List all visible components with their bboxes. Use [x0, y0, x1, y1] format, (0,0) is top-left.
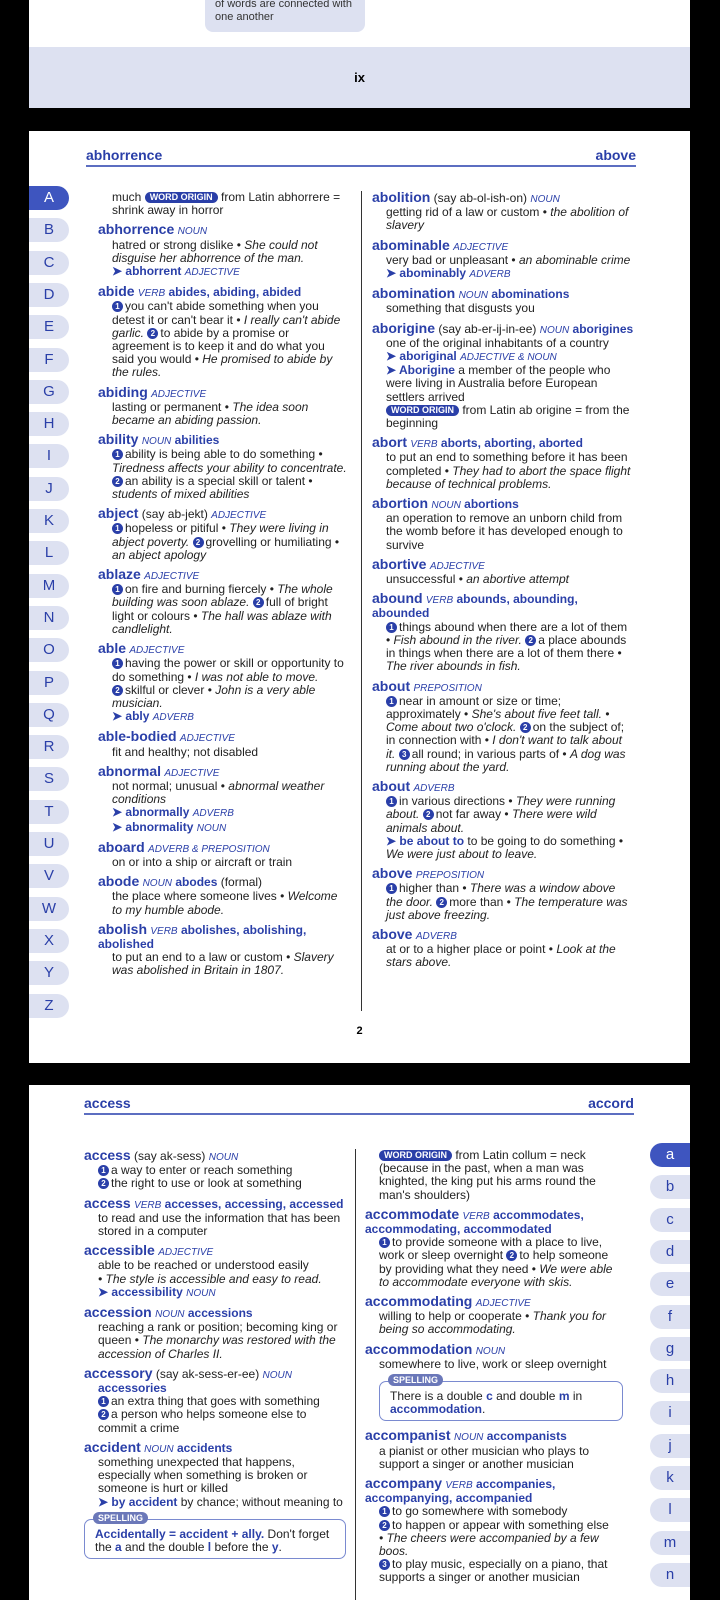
- letter-tab-e[interactable]: e: [650, 1272, 690, 1296]
- letter-tab-m[interactable]: m: [650, 1531, 690, 1555]
- entry-abide: abide VERB abides, abiding, abided 1 you can't abide something when you detest it or can't bear it • I really can't abide garlic. 2 to abide by a promise or agreement is to keep it and do what you said you would • He promised to abide by the rules.: [98, 283, 341, 380]
- sense-number: 1: [112, 301, 123, 312]
- letter-tab-i[interactable]: i: [650, 1401, 690, 1425]
- page-number: 2: [356, 1025, 363, 1037]
- spelling-tag: SPELLING: [388, 1374, 443, 1386]
- left-column: [98, 191, 348, 984]
- entry-continuation: much WORD ORIGIN from Latin abhorrere = shrink away in horror: [112, 190, 341, 218]
- page-label: ix: [354, 70, 365, 85]
- entry-accessible: accessible ADJECTIVE able to be reached or understood easily • The style is accessible and easy to read. ➤ accessibility NOUN: [84, 1242, 322, 1299]
- entry-ability: ability NOUN abilities 1 ability is being able to do something • Tiredness affects your ability to concentrate. 2 an ability is a special skill or talent • students of mixed abilities: [98, 431, 347, 502]
- letter-tab-p[interactable]: P: [29, 671, 69, 695]
- entry-access-verb: access VERB accesses, accessing, accessed to read and use the information that has been stored in a computer: [84, 1194, 344, 1239]
- letter-tab-o[interactable]: O: [29, 638, 69, 662]
- column-divider: [355, 1149, 356, 1600]
- letter-tab-c[interactable]: c: [650, 1208, 690, 1232]
- word-origin-badge: WORD ORIGIN: [386, 405, 459, 416]
- entry-able: able ADJECTIVE 1 having the power or skill or opportunity to do something • I was not able to move. 2 skilful or clever • John is a very able musician. ➤ ably ADVERB: [98, 640, 344, 724]
- entry-ablaze: ablaze ADJECTIVE 1 on fire and burning fiercely • The whole building was soon ablaze. 2 full of bright light or colours • The hall was ablaze with candlelight.: [98, 566, 333, 636]
- letter-tab-k[interactable]: K: [29, 509, 69, 533]
- entry-above-adverb: above ADVERB at or to a higher place or point • Look at the stars above.: [372, 925, 616, 970]
- letter-tab-w[interactable]: W: [29, 897, 69, 921]
- header-right-word: accord: [588, 1095, 634, 1111]
- dictionary-page-access: [29, 1085, 690, 1600]
- letter-tab-z[interactable]: Z: [29, 994, 69, 1018]
- headword: abhorrence: [98, 221, 175, 238]
- entry-aboard: aboard ADVERB & PREPOSITION on or into a ship or aircraft or train: [98, 838, 293, 869]
- entry-able-bodied: able-bodied ADJECTIVE fit and healthy; not disabled: [98, 728, 259, 759]
- entry-accommodation: accommodation NOUN somewhere to live, work or sleep overnight: [365, 1340, 607, 1371]
- entry-abolition: abolition (say ab-ol-ish-on) NOUN getting rid of a law or custom • the abolition of slavery: [372, 189, 629, 233]
- entry-abject: abject (say ab-jekt) ADJECTIVE 1 hopeless or pitiful • They were living in abject poverty. 2 grovelling or humiliating • an abject apology: [98, 505, 340, 562]
- entry-abomination: abomination NOUN abominations something that disgusts you: [372, 285, 570, 316]
- entry-abhorrence: abhorrence NOUN hatred or strong dislike • She could not disguise her abhorrence of the man. ➤ abhorrent ADJECTIVE: [98, 221, 318, 279]
- entry-about-adverb: about ADVERB 1 in various directions • They were running about. 2 not far away • There were wild animals about. ➤ be about to to be going to do something • We were just about to leave.: [372, 777, 624, 861]
- letter-tab-j[interactable]: j: [650, 1434, 690, 1458]
- entry-accommodating: accommodating ADJECTIVE willing to help or cooperate • Thank you for being so accommodating.: [365, 1293, 606, 1337]
- letter-tab-f[interactable]: f: [650, 1305, 690, 1329]
- entry-abort: abort VERB aborts, aborting, aborted to put an end to something before it has been completed • They had to abort the space flight because of technical problems.: [372, 434, 631, 491]
- header-left-word: access: [84, 1095, 131, 1111]
- page-header: [86, 145, 636, 167]
- letter-tab-n[interactable]: N: [29, 606, 69, 630]
- letter-tab-a[interactable]: A: [29, 186, 69, 210]
- spelling-note: SPELLING There is a double c and double m in accommodation.: [379, 1381, 623, 1421]
- right-column: [372, 191, 634, 976]
- spelling-note: SPELLING Accidentally = accident + ally. Don't forget the a and the double l before the y.: [84, 1519, 346, 1559]
- entry-abound: abound VERB abounds, abounding, abounded 1 things abound when there are a lot of them • Fish abound in the river. 2 a place abounds in things when there are a lot of them there • The river abounds in fish.: [372, 590, 628, 674]
- letter-tab-k[interactable]: k: [650, 1466, 690, 1490]
- entry-accommodate: accommodate VERB accommodates, accommodating, accommodated 1 to provide someone with a place to live, work or sleep overnight 2 to help someone by providing what they need • We were able to accommodate everyone with skis.: [365, 1205, 613, 1289]
- word-origin-badge: WORD ORIGIN: [379, 1150, 452, 1161]
- letter-tab-g[interactable]: G: [29, 380, 69, 404]
- letter-tab-c[interactable]: C: [29, 251, 69, 275]
- entry-accessory: accessory (say ak-sess-er-ee) NOUN accessories 1 an extra thing that goes with something 2 a person who helps someone else to commit a crime: [84, 1364, 320, 1435]
- letter-tab-m[interactable]: M: [29, 574, 69, 598]
- letter-tab-n[interactable]: n: [650, 1563, 690, 1587]
- letter-tab-d[interactable]: D: [29, 283, 69, 307]
- letter-tab-e[interactable]: E: [29, 315, 69, 339]
- letter-tab-i[interactable]: I: [29, 444, 69, 468]
- entry-abode: abode NOUN abodes (formal) the place where someone lives • Welcome to my humble abode.: [98, 873, 338, 917]
- letter-tab-l[interactable]: l: [650, 1498, 690, 1522]
- letter-tab-f[interactable]: F: [29, 348, 69, 372]
- entry-above-preposition: above PREPOSITION 1 higher than • There was a window above the door. 2 more than • The temperature was just above freezing.: [372, 865, 628, 922]
- entry-accompanist: accompanist NOUN accompanists a pianist or other musician who plays to support a singer or another musician: [365, 1427, 590, 1471]
- previous-page: [29, 0, 690, 108]
- entry-accession: accession NOUN accessions reaching a rank or position; becoming king or queen • The monarchy was restored with the accession of Charles II.: [84, 1304, 338, 1361]
- entry-abiding: abiding ADJECTIVE lasting or permanent • The idea soon became an abiding passion.: [98, 383, 309, 428]
- right-column: [365, 1149, 623, 1591]
- letter-tab-v[interactable]: V: [29, 864, 69, 888]
- word-origin-badge: WORD ORIGIN: [145, 192, 218, 203]
- entry-about-preposition: about PREPOSITION 1 near in amount or size or time; approximately • She's about five feet tall. • Come about two o'clock. 2 on the subject of; in connection with • I don't want to talk about it. 3 all round; in various parts of • A dog was running about the yard.: [372, 677, 626, 774]
- entry-abortion: abortion NOUN abortions an operation to remove an unborn child from the womb before it has developed enough to survive: [372, 495, 623, 552]
- left-column: [84, 1149, 346, 1567]
- letter-tab-s[interactable]: S: [29, 767, 69, 791]
- letter-tab-j[interactable]: J: [29, 477, 69, 501]
- entry-abolish: abolish VERB abolishes, abolishing, abolished to put an end to a law or custom • Slavery was abolished in Britain in 1807.: [98, 920, 334, 978]
- letter-tab-b[interactable]: B: [29, 218, 69, 242]
- letter-tab-h[interactable]: h: [650, 1369, 690, 1393]
- column-divider: [361, 191, 362, 1011]
- letter-tab-l[interactable]: L: [29, 541, 69, 565]
- letter-tab-d[interactable]: d: [650, 1240, 690, 1264]
- letter-tab-r[interactable]: R: [29, 735, 69, 759]
- letter-tab-t[interactable]: T: [29, 800, 69, 824]
- letter-tab-a[interactable]: a: [650, 1143, 690, 1167]
- letter-tab-x[interactable]: X: [29, 929, 69, 953]
- entry-accident: accident NOUN accidents something unexpected that happens, especially when something is broken or someone is hurt or killed ➤ by accident by chance; without meaning to: [84, 1438, 343, 1509]
- entry-abominable: abominable ADJECTIVE very bad or unpleasant • an abominable crime ➤ abominably ADVERB: [372, 236, 631, 281]
- header-left-word: abhorrence: [86, 147, 163, 163]
- entry-access-noun: access (say ak-sess) NOUN 1 a way to enter or reach something 2 the right to use or look at something: [84, 1147, 302, 1191]
- entry-abortive: abortive ADJECTIVE unsuccessful • an abortive attempt: [372, 555, 569, 587]
- page-header: [84, 1093, 634, 1115]
- entry-aborigine: aborigine (say ab-er-ij-in-ee) NOUN aborigines one of the original inhabitants of a country ➤ aboriginal ADJECTIVE & NOUN ➤ Aborigine a member of the people who were living in Australia before European settlers arrived WORD ORIGIN from Latin ab origine = from the beginning: [372, 319, 634, 431]
- header-right-word: above: [595, 147, 636, 163]
- letter-tab-u[interactable]: U: [29, 832, 69, 856]
- letter-tab-q[interactable]: Q: [29, 703, 69, 727]
- letter-tab-b[interactable]: b: [650, 1175, 690, 1199]
- entry-accompany: accompany VERB accompanies, accompanying, accompanied 1 to go somewhere with somebody 2 to happen or appear with something else • The cheers were accompanied by a few boos. 3 to play music, especially on a piano, that supports a singer or another musician: [365, 1475, 609, 1585]
- dictionary-page-abhorrence: [29, 131, 690, 1063]
- callout-box: of words are connected with one another: [205, 0, 365, 32]
- letter-tab-g[interactable]: g: [650, 1337, 690, 1361]
- letter-tab-h[interactable]: H: [29, 412, 69, 436]
- entry-continuation: WORD ORIGIN from Latin collum = neck (because in the past, when a man was knighted, the king put his arms round the man's shoulders): [379, 1148, 596, 1202]
- entry-abnormal: abnormal ADJECTIVE not normal; unusual • abnormal weather conditions ➤ abnormally ADVERB ➤ abnormality NOUN: [98, 762, 325, 834]
- spelling-tag: SPELLING: [93, 1512, 148, 1524]
- letter-tab-y[interactable]: Y: [29, 961, 69, 985]
